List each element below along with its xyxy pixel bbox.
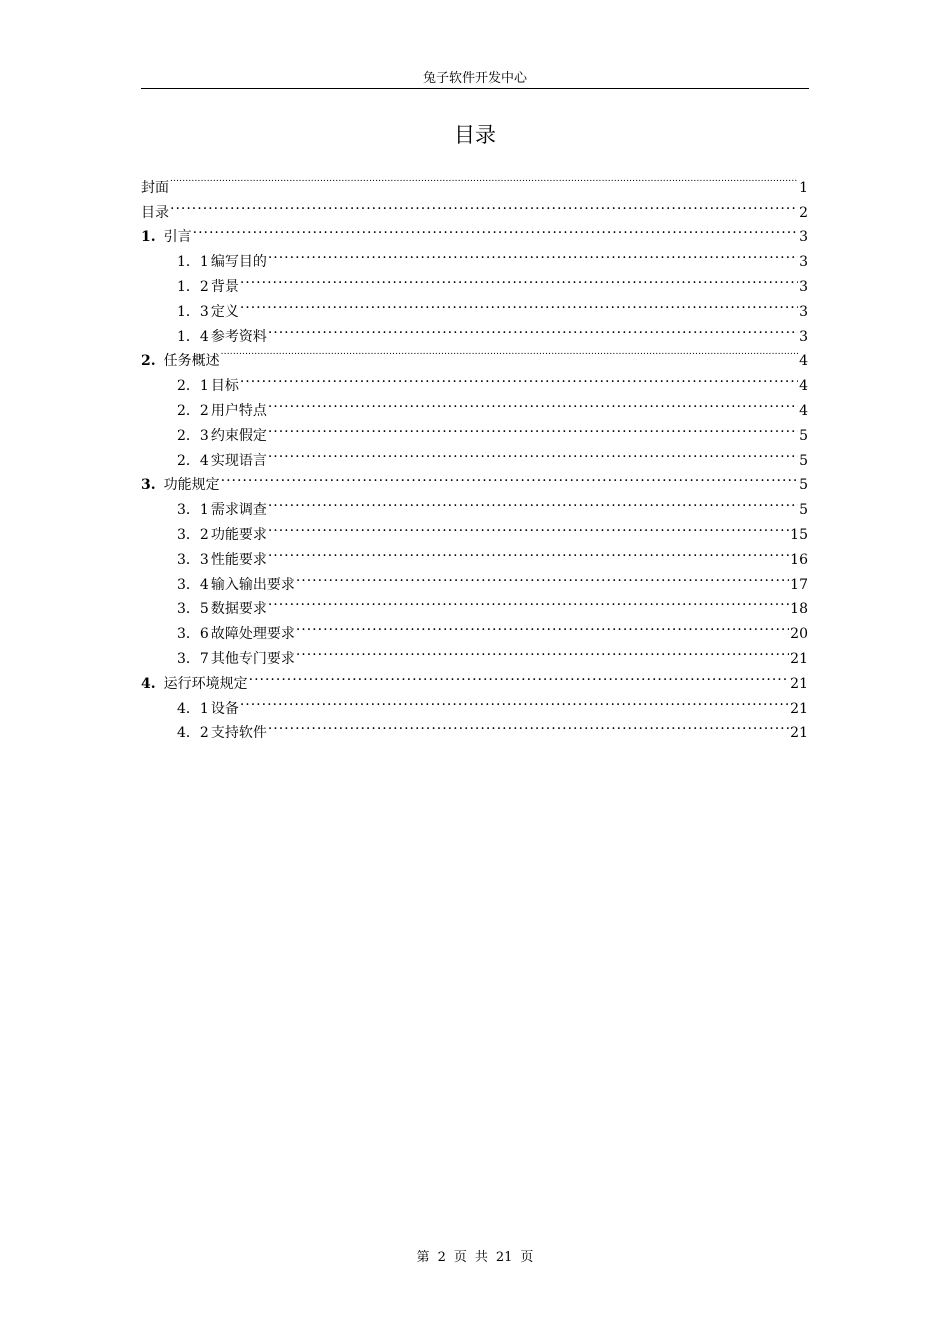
toc-entry-label: 编写目的 [210,254,267,271]
toc-entry[interactable] [141,341,808,370]
toc-entry-page: 21 [790,725,808,742]
toc-leader-dots [268,539,789,564]
toc-entry-page: 3 [799,229,808,246]
toc-entry-label: 目标 [210,378,239,395]
toc-entry-number: 3．7 [177,650,209,667]
toc-leader-dots [240,291,798,316]
toc-entry-page: 3 [799,254,808,271]
toc-entry-number: 3．4 [177,576,209,593]
toc-entry-page: 2 [799,204,808,221]
toc-entry-page: 5 [799,427,808,444]
toc-entry[interactable] [141,291,808,320]
toc-entry-page: 1 [799,179,808,196]
toc-entry-label: 支持软件 [210,725,267,742]
toc-entry-page: 5 [799,502,808,519]
toc-entry[interactable] [141,688,808,717]
toc-entry[interactable] [141,390,808,419]
toc-entry[interactable] [141,365,808,395]
toc-entry-label: 任务概述 [163,353,220,370]
toc-leader-dots [170,167,798,192]
toc-entry-page: 3 [799,278,808,295]
toc-entry-page: 5 [799,477,808,494]
toc-entry-number: 1．4 [177,328,209,345]
toc-entry-label: 功能规定 [163,477,220,494]
toc-entry[interactable] [141,167,808,196]
toc-entry-page: 21 [790,650,808,667]
toc-entry-label: 引言 [163,229,192,246]
toc-leader-dots [268,415,798,440]
page-header [141,70,809,88]
toc-leader-dots [268,489,798,514]
toc-leader-dots [296,564,789,589]
toc-entry-number: 2. [141,353,156,370]
toc-entry-page: 3 [799,328,808,345]
toc-entry-number: 3．2 [177,526,209,543]
toc-entry-number: 2．2 [177,402,209,419]
toc-leader-dots [268,440,798,465]
toc-entry[interactable] [141,192,808,221]
toc-entry[interactable] [141,316,808,345]
toc-leader-dots [193,217,798,242]
toc-leader-dots [296,613,789,638]
footer-page-word: 页 [453,1250,467,1265]
toc-entry-number: 3．3 [177,551,209,568]
toc-leader-dots [268,713,789,738]
toc-entry[interactable] [141,217,808,246]
toc-entry-page: 17 [790,576,808,593]
toc-leader-dots [268,241,798,266]
toc-entry-label: 参考资料 [210,328,267,345]
toc-leader-dots [268,589,789,614]
toc-entry-label: 封面 [141,179,169,196]
toc-entry-label: 输入输出要求 [210,576,295,593]
toc-leader-dots [240,688,789,713]
toc-entry-number: 1. [141,229,156,246]
toc-entry-label: 需求调查 [210,502,267,519]
footer-current-page: 2 [437,1250,446,1265]
footer-prefix: 第 [416,1250,430,1265]
toc-entry-label: 性能要求 [210,551,267,568]
toc-entry-label: 其他专门要求 [210,650,295,667]
toc-entry-number: 4．1 [177,700,209,717]
toc-entry-label: 约束假定 [210,427,267,444]
toc-entry-page: 3 [799,303,808,320]
header-rule [141,88,809,89]
toc-entry-number: 2．4 [177,452,209,469]
toc-entry-page: 5 [799,452,808,469]
toc-leader-dots [221,341,798,366]
toc-entry-label: 运行环境规定 [163,675,248,692]
toc-entry-page: 15 [790,526,808,543]
toc-leader-dots [268,316,798,341]
toc-entry-page: 4 [799,353,808,370]
footer-suffix: 页 [520,1250,534,1265]
table-of-contents [141,167,808,742]
toc-entry-label: 设备 [210,700,239,717]
toc-entry-label: 故障处理要求 [210,626,295,643]
footer-total-pages: 21 [495,1250,513,1265]
toc-leader-dots [249,663,790,688]
toc-entry-number: 2．3 [177,427,209,444]
toc-entry-number: 2．1 [177,378,209,395]
toc-leader-dots [221,465,798,490]
toc-entry[interactable] [141,465,808,494]
toc-entry[interactable] [141,489,808,519]
toc-entry[interactable] [141,713,808,742]
toc-entry-page: 16 [790,551,808,568]
footer-total-word: 共 [474,1250,488,1265]
toc-entry-label: 数据要求 [210,601,267,618]
toc-leader-dots [268,514,789,539]
toc-entry[interactable] [141,241,808,271]
toc-entry-page: 4 [799,402,808,419]
toc-entry-page: 20 [790,626,808,643]
toc-entry-label: 背景 [210,278,239,295]
toc-leader-dots [240,365,798,390]
toc-entry[interactable] [141,266,808,295]
toc-entry-number: 3．5 [177,601,209,618]
toc-entry-label: 定义 [210,303,239,320]
toc-entry-number: 1．3 [177,303,209,320]
toc-entry-number: 4. [141,675,156,692]
toc-entry-number: 3．1 [177,502,209,519]
toc-entry-number: 4．2 [177,725,209,742]
toc-title: 目录 [454,123,496,147]
toc-entry-page: 4 [799,378,808,395]
toc-entry-label: 用户特点 [210,402,267,419]
toc-leader-dots [170,192,798,217]
toc-entry-page: 21 [790,700,808,717]
toc-entry-page: 21 [790,675,808,692]
toc-leader-dots [240,266,798,291]
toc-entry-label: 实现语言 [210,452,267,469]
header-title: 兔子软件开发中心 [422,71,527,86]
toc-entry-number: 3. [141,477,156,494]
toc-entry-number: 3．6 [177,626,209,643]
toc-entry-label: 功能要求 [210,526,267,543]
toc-entry-label: 目录 [141,204,169,221]
toc-entry-page: 18 [790,601,808,618]
page-footer [141,1248,809,1268]
toc-entry-number: 1．2 [177,278,209,295]
toc-entry-number: 1．1 [177,254,209,271]
toc-leader-dots [268,390,798,415]
toc-leader-dots [296,638,789,663]
